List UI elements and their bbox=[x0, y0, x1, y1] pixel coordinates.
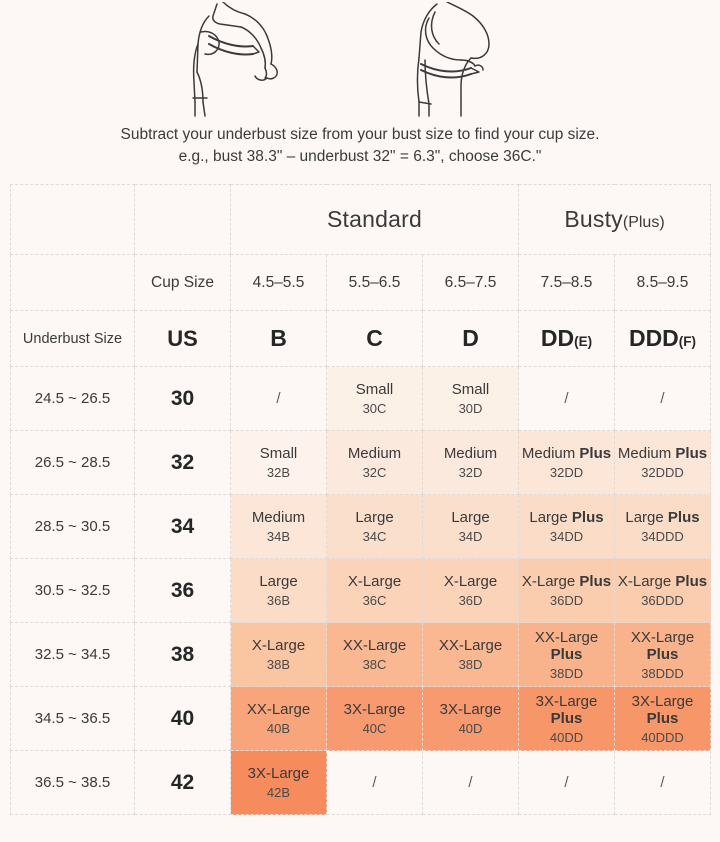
size-label: Medium Plus bbox=[521, 445, 612, 462]
size-code: 36DDD bbox=[641, 593, 684, 608]
cup-letter-paren-4: (F) bbox=[678, 334, 697, 349]
cup-letter-row bbox=[11, 311, 711, 367]
cup-letter-cell-4 bbox=[615, 311, 711, 367]
underbust-range-cell bbox=[11, 559, 135, 623]
size-cell bbox=[327, 367, 423, 431]
size-code: 38B bbox=[266, 657, 291, 672]
size-label: 3X-Large Plus bbox=[535, 692, 598, 727]
size-code: 30D bbox=[458, 401, 483, 416]
cup-letter-4: DDD bbox=[628, 325, 679, 351]
cup-range-1: 5.5–6.5 bbox=[348, 273, 401, 291]
size-cell bbox=[231, 751, 327, 815]
size-code: 38D bbox=[458, 657, 483, 672]
us-header: US bbox=[167, 325, 198, 351]
band-size: 34 bbox=[170, 514, 195, 538]
size-label: 3X-Large bbox=[247, 765, 310, 782]
size-code: 32DDD bbox=[641, 465, 684, 480]
size-cell bbox=[327, 623, 423, 687]
woman-measuring-bust-illustration bbox=[179, 2, 329, 118]
cup-size-row-label: Cup Size bbox=[151, 273, 214, 291]
table-row bbox=[11, 431, 711, 495]
underbust-range: 28.5 ~ 30.5 bbox=[34, 517, 111, 535]
underbust-range-cell bbox=[11, 431, 135, 495]
table-row bbox=[11, 623, 711, 687]
underbust-range-cell bbox=[11, 495, 135, 559]
size-code: 36DD bbox=[549, 593, 584, 608]
size-label: Medium bbox=[251, 509, 306, 526]
corner-cell-1 bbox=[11, 185, 135, 255]
size-cell bbox=[327, 687, 423, 751]
size-cell bbox=[231, 687, 327, 751]
cup-range-4: 8.5–9.5 bbox=[636, 273, 689, 291]
table-row bbox=[11, 751, 711, 815]
size-label: X-Large Plus bbox=[617, 573, 708, 590]
size-cell bbox=[615, 431, 711, 495]
size-cell bbox=[327, 751, 423, 815]
not-available-mark: / bbox=[564, 390, 569, 407]
cup-range-3: 7.5–8.5 bbox=[540, 273, 593, 291]
size-label: X-Large bbox=[347, 573, 402, 590]
size-label: 3X-Large bbox=[343, 701, 406, 718]
size-code: 34DD bbox=[549, 529, 584, 544]
underbust-range-cell bbox=[11, 751, 135, 815]
cup-letter-cell-1 bbox=[327, 311, 423, 367]
size-cell bbox=[519, 367, 615, 431]
size-label: Small bbox=[451, 381, 490, 398]
size-label: Large Plus bbox=[529, 509, 604, 526]
underbust-range: 26.5 ~ 28.5 bbox=[34, 453, 111, 471]
underbust-range: 32.5 ~ 34.5 bbox=[34, 645, 111, 663]
size-label: X-Large bbox=[251, 637, 306, 654]
instruction-line-1: Subtract your underbust size from your bust size to find your cup size. bbox=[120, 126, 600, 143]
corner-cell-3 bbox=[11, 255, 135, 311]
group-header-busty-sub: (Plus) bbox=[622, 214, 665, 231]
instructions bbox=[0, 118, 720, 168]
size-cell bbox=[327, 559, 423, 623]
bra-size-chart-table bbox=[10, 184, 711, 815]
size-code: 32C bbox=[362, 465, 387, 480]
underbust-range: 30.5 ~ 32.5 bbox=[34, 581, 111, 599]
size-cell bbox=[231, 623, 327, 687]
size-code: 32B bbox=[266, 465, 291, 480]
band-size: 42 bbox=[170, 770, 195, 794]
size-cell bbox=[615, 367, 711, 431]
size-cell bbox=[327, 431, 423, 495]
cup-range-cell-3 bbox=[519, 255, 615, 311]
table-row bbox=[11, 495, 711, 559]
band-size-cell bbox=[135, 367, 231, 431]
size-code: 38DD bbox=[549, 665, 584, 681]
size-code: 32DD bbox=[549, 465, 584, 480]
band-size-cell bbox=[135, 431, 231, 495]
size-code: 34C bbox=[362, 529, 387, 544]
size-code: 40DDD bbox=[641, 729, 684, 745]
size-code: 38C bbox=[362, 657, 387, 672]
band-size: 40 bbox=[170, 706, 195, 730]
size-code: 36B bbox=[266, 593, 291, 608]
not-available-mark: / bbox=[564, 774, 569, 791]
size-label: 3X-Large bbox=[439, 701, 502, 718]
group-header-standard-label: Standard bbox=[327, 206, 422, 232]
cup-letter-3: DD bbox=[540, 325, 575, 351]
size-cell bbox=[423, 495, 519, 559]
cup-range-cell-4 bbox=[615, 255, 711, 311]
table-row bbox=[11, 559, 711, 623]
size-label: 3X-Large Plus bbox=[631, 692, 694, 727]
cup-letter-0: B bbox=[270, 325, 287, 351]
group-header-busty bbox=[519, 185, 711, 255]
size-label: XX-Large bbox=[438, 637, 503, 654]
cup-range-0: 4.5–5.5 bbox=[252, 273, 305, 291]
size-label: Large bbox=[355, 509, 394, 526]
cup-letter-paren-3: (E) bbox=[574, 334, 593, 349]
underbust-size-header: Underbust Size bbox=[22, 330, 123, 347]
size-cell bbox=[519, 751, 615, 815]
size-label: XX-Large Plus bbox=[630, 628, 695, 663]
size-cell bbox=[231, 559, 327, 623]
us-header-cell bbox=[135, 311, 231, 367]
size-code: 34B bbox=[266, 529, 291, 544]
corner-cell-2 bbox=[135, 185, 231, 255]
size-code: 32D bbox=[458, 465, 483, 480]
size-cell bbox=[231, 367, 327, 431]
group-header-standard bbox=[231, 185, 519, 255]
size-label: XX-Large Plus bbox=[534, 628, 599, 663]
underbust-range-cell bbox=[11, 687, 135, 751]
band-size: 30 bbox=[170, 386, 195, 410]
size-cell bbox=[615, 751, 711, 815]
size-cell bbox=[519, 431, 615, 495]
size-label: Small bbox=[355, 381, 394, 398]
size-label: Medium Plus bbox=[617, 445, 708, 462]
cup-range-cell-1 bbox=[327, 255, 423, 311]
cup-size-range-row bbox=[11, 255, 711, 311]
size-cell bbox=[519, 495, 615, 559]
instruction-line-2: e.g., bust 38.3" – underbust 32" = 6.3", choose 36C." bbox=[178, 148, 542, 165]
size-cell bbox=[519, 559, 615, 623]
size-cell bbox=[615, 495, 711, 559]
underbust-size-header-cell bbox=[11, 311, 135, 367]
cup-size-row-label-cell bbox=[135, 255, 231, 311]
band-size: 38 bbox=[170, 642, 195, 666]
size-cell bbox=[423, 623, 519, 687]
band-size-cell bbox=[135, 751, 231, 815]
band-size: 32 bbox=[170, 450, 195, 474]
table-row bbox=[11, 687, 711, 751]
table-row bbox=[11, 367, 711, 431]
band-size: 36 bbox=[170, 578, 195, 602]
cup-range-2: 6.5–7.5 bbox=[444, 273, 497, 291]
size-label: Medium bbox=[347, 445, 402, 462]
underbust-range-cell bbox=[11, 367, 135, 431]
size-cell bbox=[423, 751, 519, 815]
not-available-mark: / bbox=[660, 774, 665, 791]
underbust-range: 24.5 ~ 26.5 bbox=[34, 389, 111, 407]
cup-letter-cell-3 bbox=[519, 311, 615, 367]
group-header-busty-label: Busty bbox=[564, 206, 623, 232]
size-cell bbox=[519, 623, 615, 687]
underbust-range: 36.5 ~ 38.5 bbox=[34, 773, 111, 791]
band-size-cell bbox=[135, 559, 231, 623]
size-cell bbox=[423, 687, 519, 751]
cup-range-cell-2 bbox=[423, 255, 519, 311]
size-cell bbox=[615, 687, 711, 751]
size-code: 34DDD bbox=[641, 529, 684, 544]
size-code: 40D bbox=[458, 721, 483, 736]
size-chart-table-wrap bbox=[0, 168, 720, 815]
size-code: 40DD bbox=[549, 729, 584, 745]
underbust-range: 34.5 ~ 36.5 bbox=[34, 709, 111, 727]
size-cell bbox=[423, 367, 519, 431]
size-cell bbox=[231, 431, 327, 495]
size-code: 38DDD bbox=[641, 665, 684, 681]
size-code: 36C bbox=[362, 593, 387, 608]
size-cell bbox=[423, 559, 519, 623]
size-cell bbox=[231, 495, 327, 559]
not-available-mark: / bbox=[276, 390, 281, 407]
size-code: 42B bbox=[266, 785, 291, 800]
measurement-illustrations bbox=[0, 0, 720, 118]
cup-range-cell-0 bbox=[231, 255, 327, 311]
size-code: 34D bbox=[458, 529, 483, 544]
size-cell bbox=[615, 623, 711, 687]
size-label: X-Large Plus bbox=[521, 573, 612, 590]
size-code: 40C bbox=[362, 721, 387, 736]
size-code: 36D bbox=[458, 593, 483, 608]
band-size-cell bbox=[135, 623, 231, 687]
cup-letter-1: C bbox=[366, 325, 383, 351]
group-header-row bbox=[11, 185, 711, 255]
size-label: Large bbox=[259, 573, 298, 590]
size-code: 30C bbox=[362, 401, 387, 416]
size-label: Large bbox=[451, 509, 490, 526]
size-cell bbox=[327, 495, 423, 559]
band-size-cell bbox=[135, 687, 231, 751]
cup-letter-cell-0 bbox=[231, 311, 327, 367]
size-cell bbox=[519, 687, 615, 751]
underbust-range-cell bbox=[11, 623, 135, 687]
band-size-cell bbox=[135, 495, 231, 559]
size-label: Medium bbox=[443, 445, 498, 462]
not-available-mark: / bbox=[372, 774, 377, 791]
size-cell bbox=[615, 559, 711, 623]
cup-letter-2: D bbox=[462, 325, 479, 351]
size-cell bbox=[423, 431, 519, 495]
size-label: XX-Large bbox=[246, 701, 311, 718]
size-label: X-Large bbox=[443, 573, 498, 590]
size-label: Small bbox=[259, 445, 298, 462]
woman-measuring-underbust-illustration bbox=[391, 2, 541, 118]
not-available-mark: / bbox=[468, 774, 473, 791]
size-label: Large Plus bbox=[625, 509, 700, 526]
size-label: XX-Large bbox=[342, 637, 407, 654]
cup-letter-cell-2 bbox=[423, 311, 519, 367]
not-available-mark: / bbox=[660, 390, 665, 407]
size-code: 40B bbox=[266, 721, 291, 736]
